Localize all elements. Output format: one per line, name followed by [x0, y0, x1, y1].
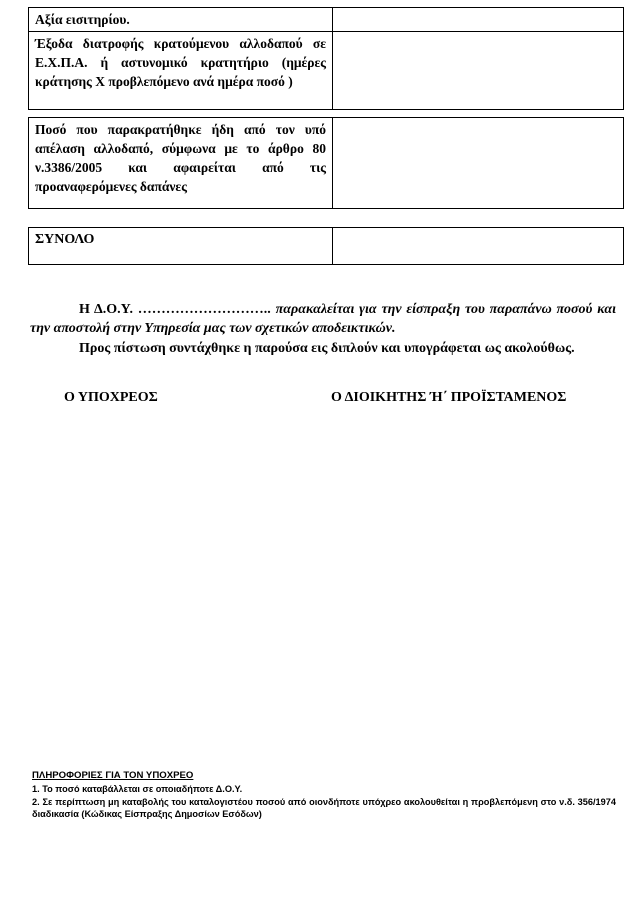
withheld-amount-field[interactable]: [333, 118, 624, 209]
total-label: ΣΥΝΟΛΟ: [29, 228, 333, 265]
total-table: [28, 227, 624, 265]
table-row: [29, 118, 624, 209]
expense-table: [28, 7, 624, 110]
withheld-amount-table: [28, 117, 624, 209]
issuance-paragraph: Προς πίστωση συντάχθηκε η παρούσα εις διπλούν και υπογράφεται ως ακολούθως.: [79, 341, 575, 356]
ticket-value-label: Αξία εισιτηρίου.: [29, 8, 333, 32]
footnotes-title: ΠΛΗΡΟΦΟΡΙΕΣ ΓΙΑ ΤΟΝ ΥΠΟΧΡΕΟ: [32, 770, 194, 781]
total-field[interactable]: [333, 228, 624, 265]
table-row: [29, 8, 624, 32]
table-row: [29, 32, 624, 110]
withheld-amount-label: Ποσό που παρακρατήθηκε ήδη από τον υπό απέλαση αλλοδαπό, σύμφωνα με το άρθρο 80 ν.3386/2005 και αφαιρείται από τις προαναφερόμενες δαπάνες: [29, 118, 333, 209]
food-expenses-field[interactable]: [333, 32, 624, 110]
tax-office-lead: Η Δ.Ο.Υ. ………………………..: [79, 302, 271, 317]
collection-request-text: παρακαλείται για την είσπραξη του παραπάνω ποσού και την αποστολή στην Υπηρεσία μας των σχετικών αποδεικτικών.: [30, 302, 617, 336]
food-expenses-label: Έξοδα διατροφής κρατούμενου αλλοδαπού σε Ε.Χ.Π.Α. ή αστυνομικό κρατητήριο (ημέρες κράτησης Χ προβλεπόμενο ανά ημέρα ποσό ): [29, 32, 333, 110]
ticket-value-field[interactable]: [333, 8, 624, 32]
collection-request-paragraph: [30, 300, 616, 338]
obligor-signature-label: Ο ΥΠΟΧΡΕΟΣ: [64, 390, 158, 405]
director-signature-label: Ο ΔΙΟΙΚΗΤΗΣ Ή΄ ΠΡΟΪΣΤΑΜΕΝΟΣ: [331, 390, 567, 405]
footnote-item-2: 2. Σε περίπτωση μη καταβολής του καταλογιστέου ποσού από οιονδήποτε υπόχρεο ακολουθείται η προβλεπόμενη στο ν.δ. 356/1974 διαδικασία (Κώδικας Είσπραξης Δημοσίων Εσόδων): [32, 797, 616, 819]
footnote-item-1: 1. Το ποσό καταβάλλεται σε οποιαδήποτε Δ.Ο.Υ.: [32, 784, 243, 794]
table-row: [29, 228, 624, 265]
